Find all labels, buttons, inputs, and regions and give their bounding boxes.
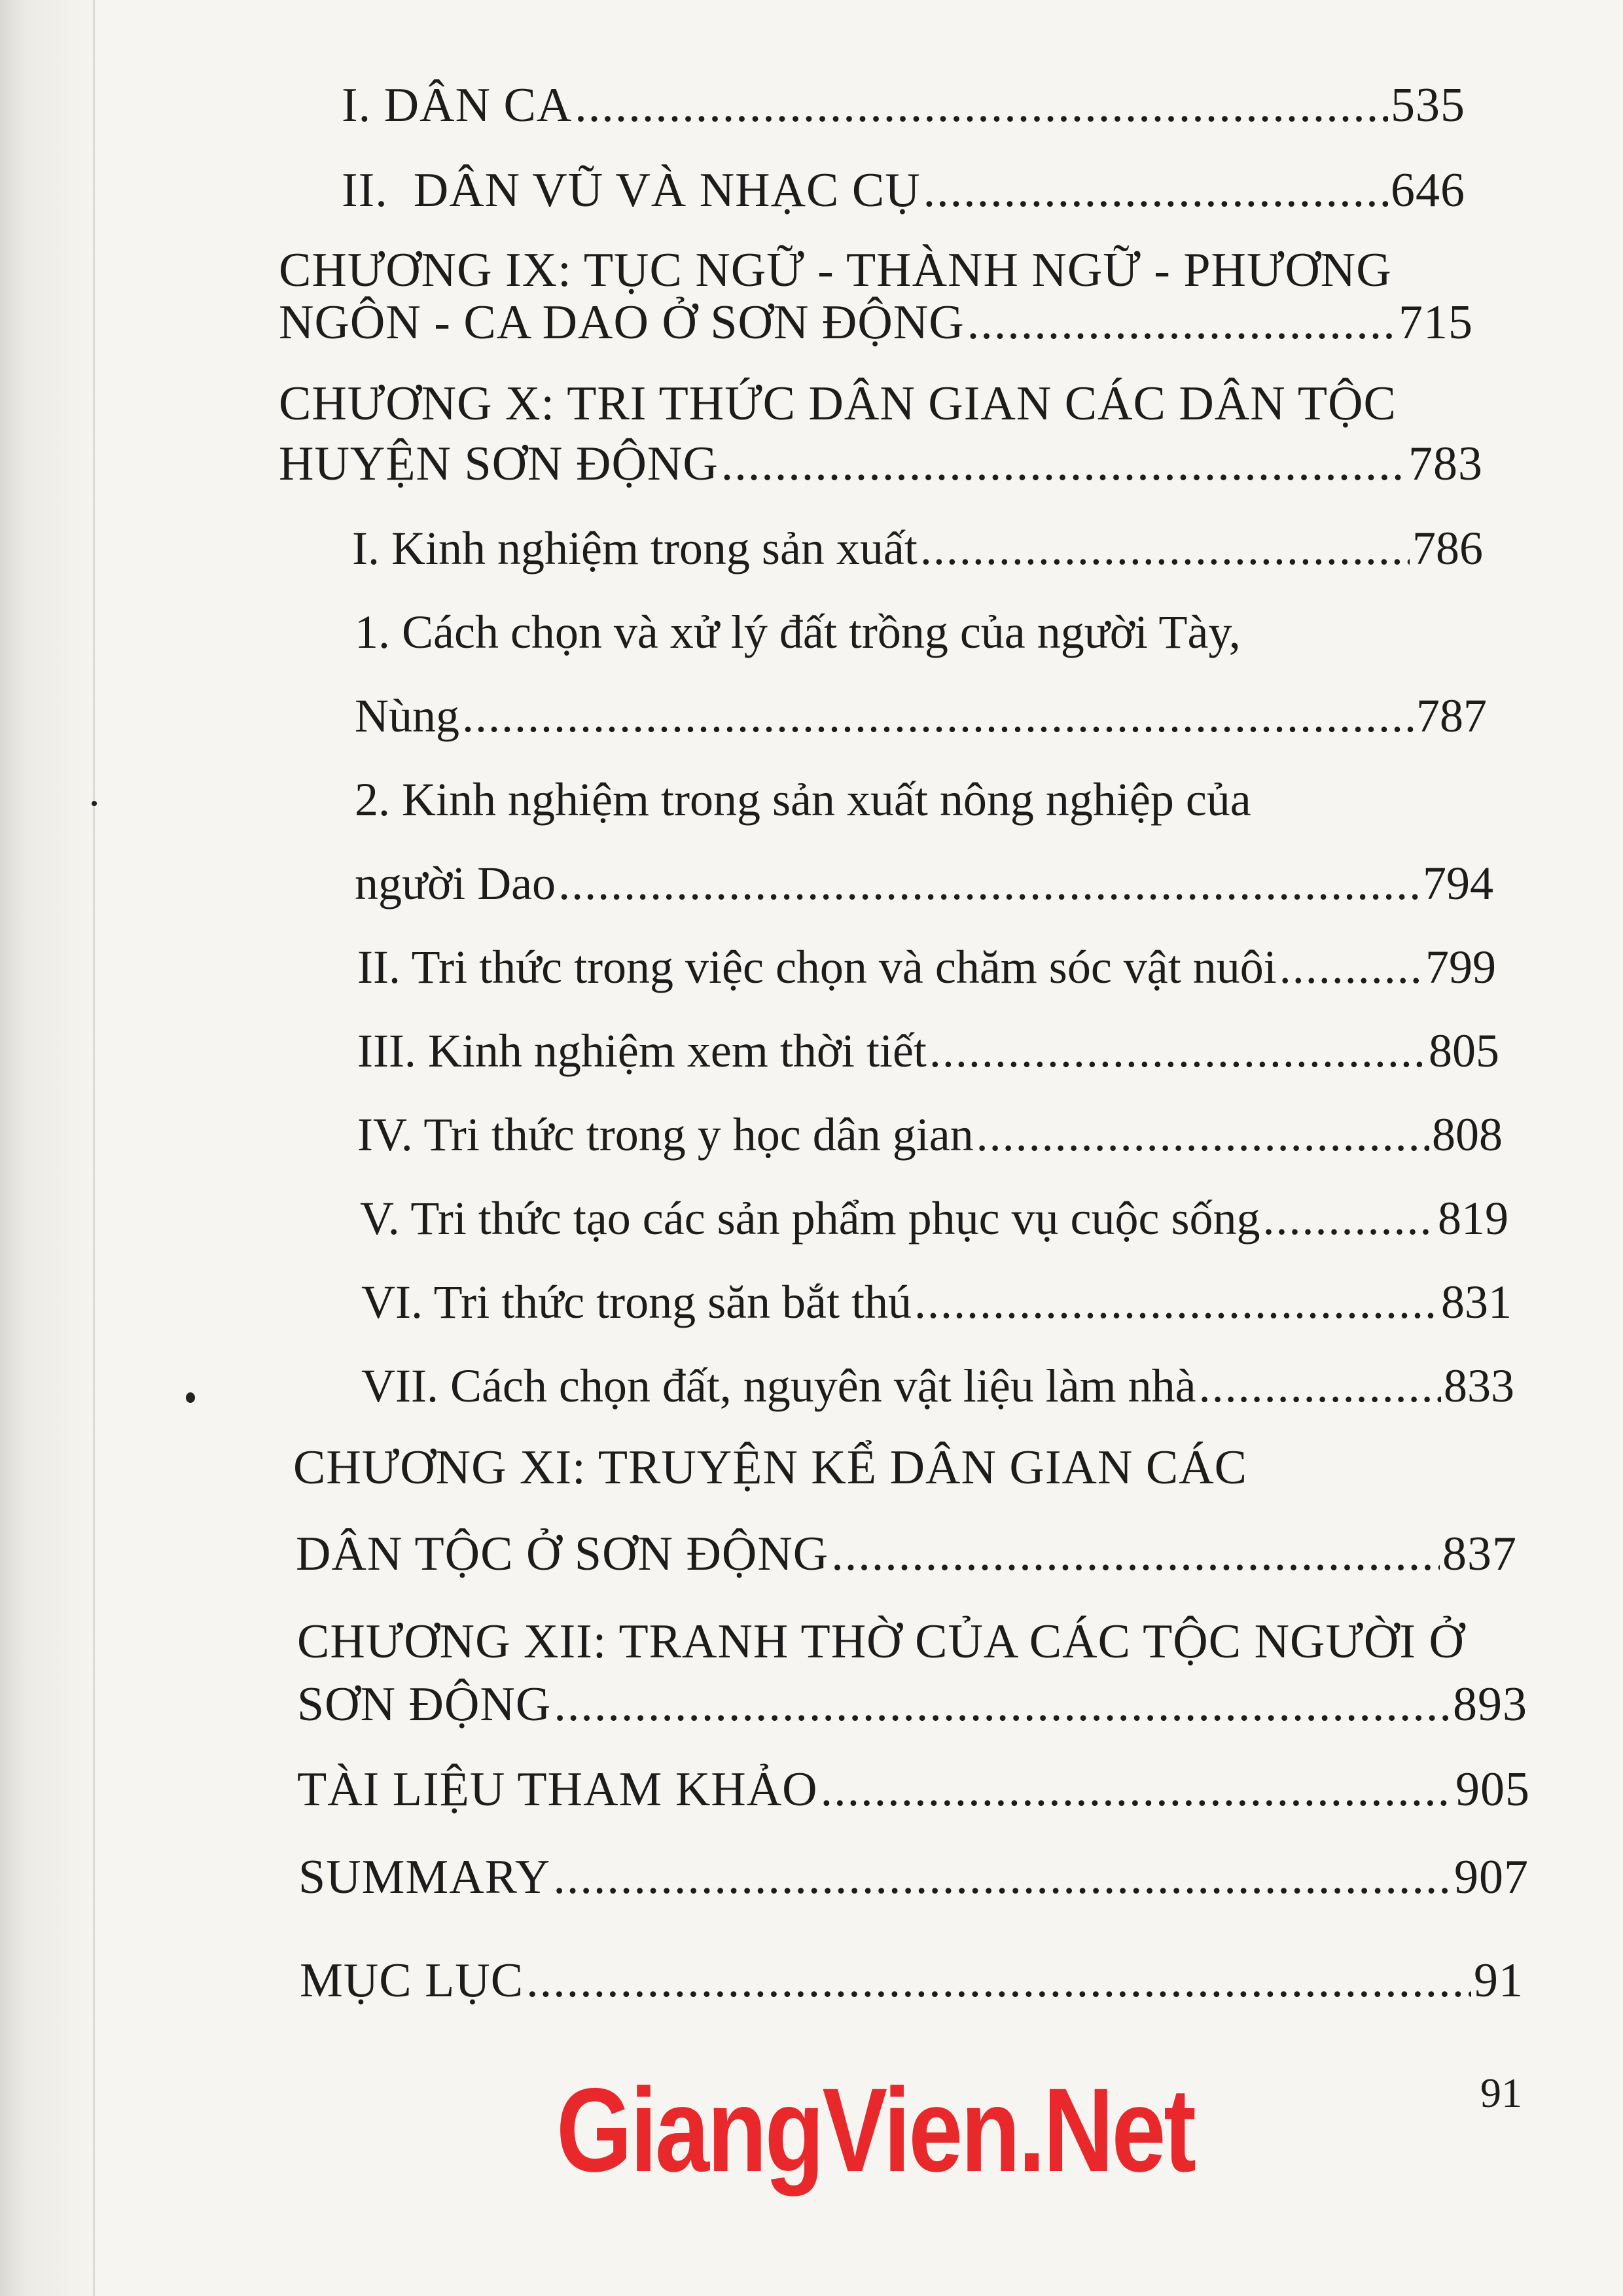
- toc-entry-title: HUYỆN SƠN ĐỘNG: [279, 437, 719, 491]
- toc-entry-title: TÀI LIỆU THAM KHẢO: [297, 1763, 818, 1816]
- toc-entry: [279, 437, 1483, 491]
- toc-leader-dots: [914, 1279, 1438, 1326]
- toc-entry-heading: [293, 1443, 1340, 1492]
- toc-entry-title: III. Kinh nghiệm xem thời tiết: [357, 1025, 927, 1077]
- page-edge-line: [93, 0, 95, 2296]
- toc-entry-title: SUMMARY: [298, 1850, 551, 1904]
- toc-entry-title: 2. Kinh nghiệm trong sản xuất nông nghiệp của: [355, 773, 1251, 826]
- toc-leader-dots: [721, 440, 1406, 488]
- toc-entry-title: VI. Tri thức trong săn bắt thú: [361, 1276, 912, 1328]
- toc-entry-heading: [355, 773, 1487, 826]
- toc-leader-dots: [575, 81, 1388, 130]
- toc-entry: [360, 1192, 1508, 1245]
- toc-entry-page: 831: [1441, 1276, 1512, 1328]
- toc-entry-title: Nùng: [355, 690, 459, 742]
- toc-leader-dots: [1263, 1195, 1436, 1242]
- toc-entry: [357, 1025, 1499, 1077]
- toc-entry-heading: [279, 243, 1473, 297]
- toc-entry: [298, 1850, 1529, 1904]
- toc-entry-title: II. DÂN VŨ VÀ NHẠC CỤ: [342, 164, 921, 217]
- toc-entry-title: IV. Tri thức trong y học dân gian: [357, 1108, 974, 1161]
- toc-entry-page: 819: [1438, 1192, 1508, 1245]
- toc-entry-title: người Dao: [355, 857, 556, 910]
- toc-entry: [300, 1956, 1524, 2005]
- toc-entry-page: 837: [1442, 1527, 1517, 1581]
- toc-leader-dots: [462, 692, 1414, 739]
- toc-leader-dots: [1279, 944, 1423, 991]
- toc-entry-page: 805: [1429, 1025, 1499, 1077]
- toc-entry-page: 783: [1408, 437, 1483, 491]
- toc-entry-title: 1. Cách chọn và xử lý đất trồng của người Tày,: [355, 606, 1241, 658]
- toc-entry-page: 808: [1432, 1108, 1503, 1161]
- toc-entry-page: 799: [1425, 941, 1496, 993]
- toc-entry: [357, 941, 1496, 993]
- toc-entry-page: 787: [1416, 690, 1487, 742]
- toc-entry-title: CHƯƠNG IX: TỤC NGỮ - THÀNH NGỮ - PHƯƠNG: [279, 243, 1392, 297]
- toc-entry-heading: [297, 1615, 1527, 1669]
- toc-entry: [297, 1765, 1530, 1814]
- toc-entry-title: CHƯƠNG XII: TRANH THỜ CỦA CÁC TỘC NGƯỜI Ở: [297, 1615, 1465, 1669]
- toc-entry-title: NGÔN - CA DAO Ở SƠN ĐỘNG: [279, 296, 965, 349]
- toc-leader-dots: [526, 1956, 1471, 2005]
- toc-leader-dots: [920, 525, 1410, 572]
- toc-leader-dots: [967, 298, 1396, 347]
- toc-entry-title: CHƯƠNG XI: TRUYỆN KỂ DÂN GIAN CÁC: [293, 1441, 1248, 1494]
- toc-entry-title: VII. Cách chọn đất, nguyên vật liệu làm nhà: [361, 1360, 1196, 1412]
- toc-entry-page: 833: [1444, 1360, 1514, 1412]
- toc-entry-title: SƠN ĐỘNG: [297, 1678, 552, 1731]
- scan-speck: [186, 1392, 195, 1403]
- page-binding-edge: [0, 0, 98, 2296]
- toc-leader-dots: [558, 860, 1420, 907]
- toc-entry-title: V. Tri thức tạo các sản phẩm phục vụ cuộc sống: [360, 1192, 1260, 1245]
- toc-entry-heading: [279, 377, 1483, 431]
- toc-leader-dots: [821, 1765, 1453, 1814]
- toc-entry-page: 535: [1391, 79, 1465, 132]
- toc-entry: [297, 1680, 1527, 1729]
- toc-entry-page: 794: [1423, 857, 1493, 910]
- toc-entry-heading: [355, 606, 1467, 658]
- toc-entry-page: 893: [1453, 1678, 1527, 1731]
- toc-entry: [342, 81, 1465, 130]
- toc-entry: [296, 1527, 1517, 1581]
- toc-entry: [361, 1360, 1514, 1412]
- toc-entry: [361, 1276, 1512, 1328]
- toc-entry-page: 786: [1412, 522, 1483, 574]
- toc-leader-dots: [554, 1680, 1450, 1729]
- toc-entry-page: 907: [1454, 1850, 1529, 1904]
- watermark-logo: GiangVien.Net: [556, 2063, 1194, 2197]
- toc-leader-dots: [929, 1027, 1426, 1074]
- toc-entry: [352, 522, 1483, 574]
- toc-entry-title: I. Kinh nghiệm trong sản xuất: [352, 522, 918, 574]
- toc-entry-title: II. Tri thức trong việc chọn và chăm sóc vật nuôi: [357, 941, 1277, 993]
- page-number: 91: [1480, 2070, 1522, 2116]
- toc-entry-page: 646: [1391, 164, 1465, 217]
- toc-entry: [355, 857, 1493, 910]
- toc-entry: [279, 298, 1473, 347]
- scan-speck: [92, 801, 97, 806]
- toc-leader-dots: [923, 166, 1388, 215]
- toc-leader-dots: [1199, 1362, 1441, 1409]
- toc-entry-title: DÂN TỘC Ở SƠN ĐỘNG: [296, 1527, 829, 1581]
- toc-entry-title: MỤC LỤC: [300, 1954, 524, 2007]
- toc-leader-dots: [831, 1530, 1440, 1578]
- toc-entry: [357, 1108, 1503, 1161]
- toc-entry: [355, 690, 1487, 742]
- toc-entry-page: 905: [1455, 1763, 1530, 1816]
- toc-leader-dots: [976, 1111, 1429, 1158]
- toc-entry-title: I. DÂN CA: [342, 79, 573, 132]
- toc-entry-title: CHƯƠNG X: TRI THỨC DÂN GIAN CÁC DÂN TỘC: [279, 377, 1397, 431]
- toc-entry: [342, 166, 1465, 215]
- toc-entry-page: 91: [1474, 1954, 1524, 2007]
- toc-leader-dots: [553, 1853, 1452, 1901]
- toc-entry-page: 715: [1399, 296, 1473, 349]
